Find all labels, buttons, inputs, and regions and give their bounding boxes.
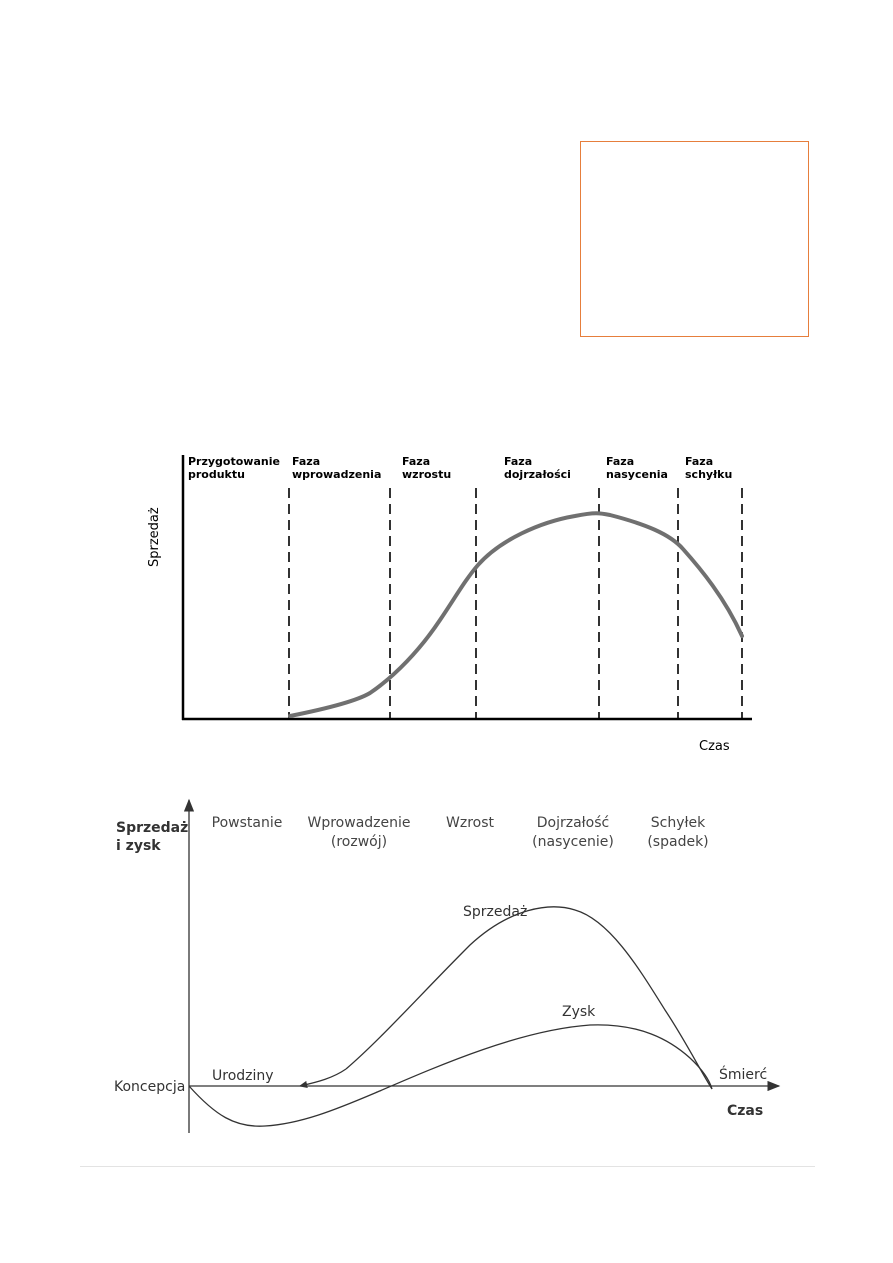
phase-1-line2: produktu (188, 468, 245, 481)
phase-6-line1: Faza (685, 455, 714, 468)
stage-2-line2: (rozwój) (330, 834, 388, 850)
stage-2-line1: Wprowadzenie (307, 815, 411, 831)
y-axis-label: Sprzedaż (147, 507, 162, 567)
annotation-urodziny: Urodziny (212, 1068, 274, 1084)
series-label-zysk: Zysk (562, 1004, 596, 1020)
phase-6-line2: schyłku (685, 468, 733, 481)
footer-divider (80, 1166, 815, 1167)
stage-1-line1: Powstanie (211, 815, 283, 831)
series-label-sprzedaz: Sprzedaż (463, 904, 528, 920)
phase-5-line1: Faza (606, 455, 635, 468)
phase-2-line2: wprowadzenia (292, 468, 382, 481)
phase-1-line1: Przygotowanie (188, 455, 280, 468)
phase-5-line2: nasycenia (606, 468, 668, 481)
stage-4-line2: (nasycenie) (532, 834, 614, 850)
phase-3-line1: Faza (402, 455, 431, 468)
stage-3-line1: Wzrost (446, 815, 494, 831)
annotation-smierc: Śmierć (719, 1067, 768, 1083)
y-axis-label-line2: i zysk (116, 838, 161, 854)
annotation-koncepcja: Koncepcja (114, 1079, 186, 1095)
stage-5-line2: (spadek) (647, 834, 709, 850)
sales-curve-2-main (346, 907, 712, 1089)
sales-curve-2 (300, 1069, 346, 1086)
x-axis-label-2: Czas (727, 1103, 764, 1119)
x-axis-label: Czas (699, 739, 730, 754)
phase-4-line2: dojrzałości (504, 468, 571, 481)
phase-2-line1: Faza (292, 455, 321, 468)
stage-5-line1: Schyłek (650, 815, 706, 831)
y-axis-label-line1: Sprzedaż (116, 820, 189, 836)
phase-4-line1: Faza (504, 455, 533, 468)
phase-3-line2: wzrostu (402, 468, 452, 481)
stage-4-line1: Dojrzałość (536, 815, 610, 831)
